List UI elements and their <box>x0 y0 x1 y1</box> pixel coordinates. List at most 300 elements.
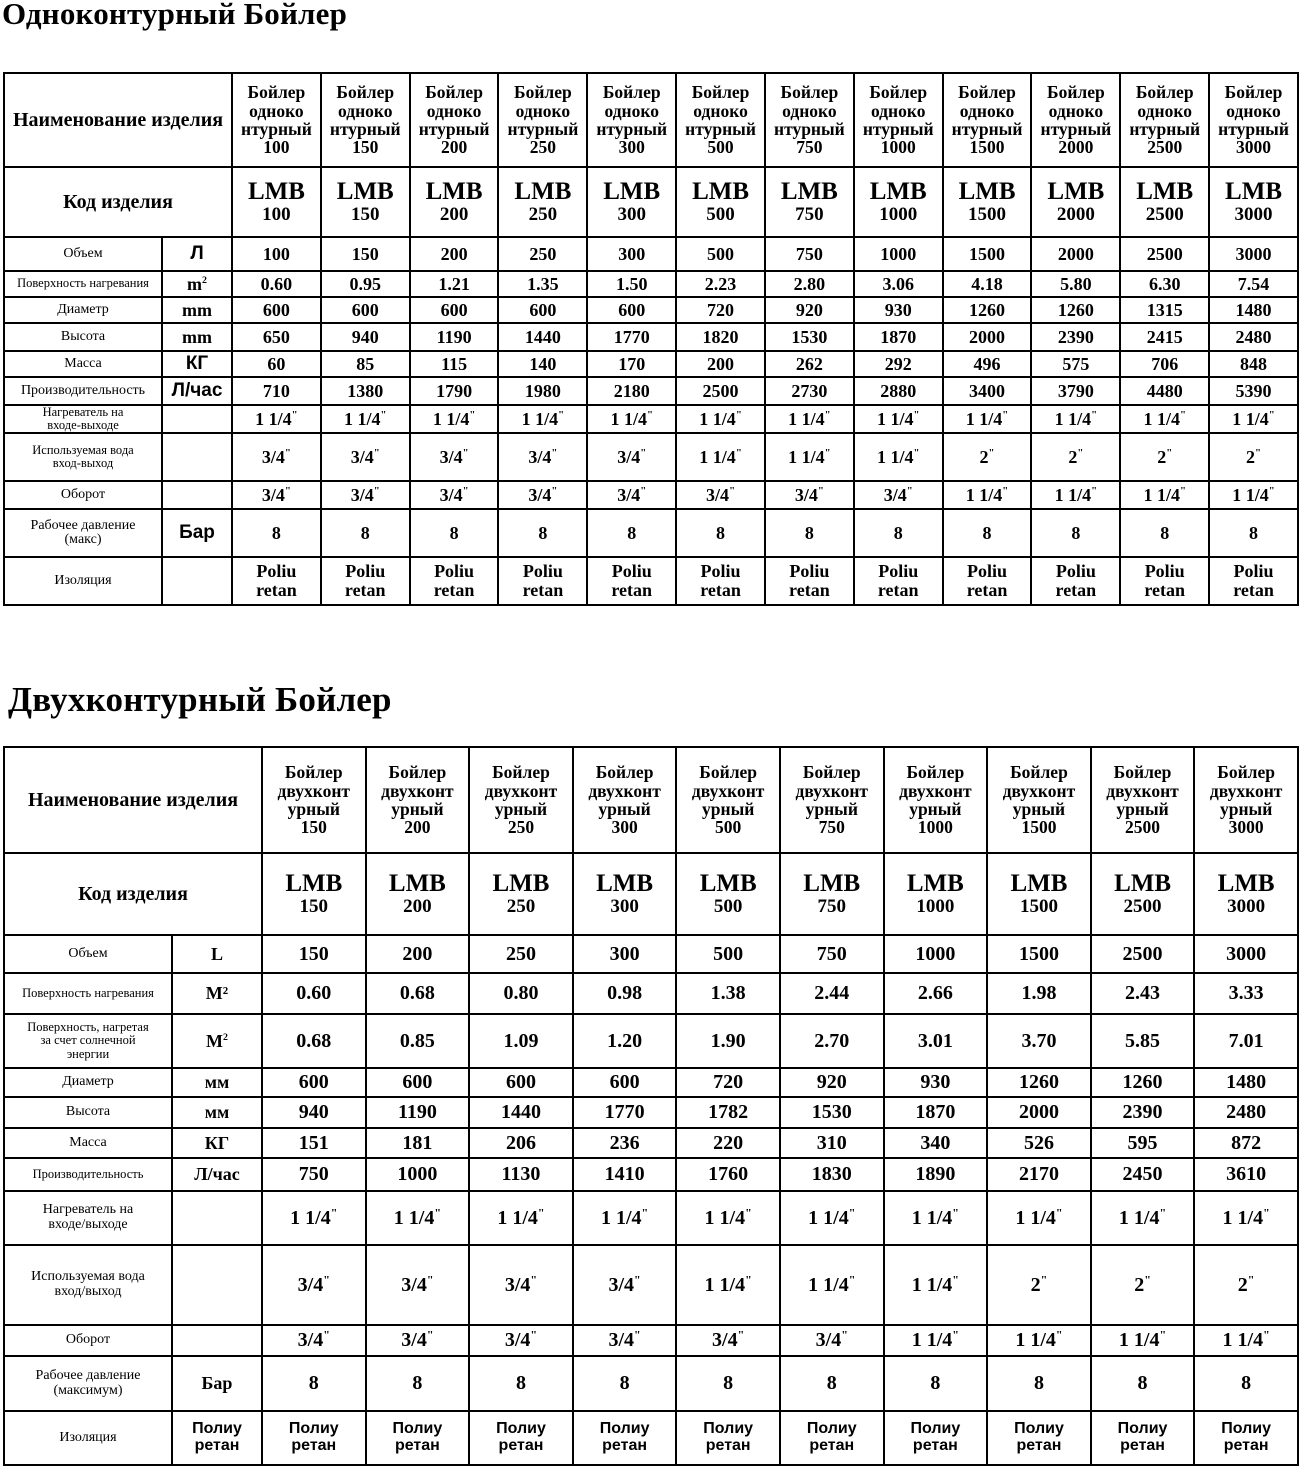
value-text: 3/4 <box>883 484 907 505</box>
model-name-line: 150 <box>352 137 379 158</box>
value-text: 0.68 <box>296 1029 332 1052</box>
value-text: 500 <box>707 243 735 264</box>
value-text: 1 1/4 <box>911 1273 953 1296</box>
unit-superscript: 2 <box>223 1031 228 1043</box>
value-cell <box>573 1014 677 1068</box>
value-text: 600 <box>529 299 557 320</box>
unit-text: КГ <box>204 1132 230 1153</box>
parameter-label-line: вход/выход <box>54 1284 122 1299</box>
parameter-label-line: Масса <box>64 355 102 371</box>
value-text: 310 <box>816 1131 847 1154</box>
value-text: 0.60 <box>260 273 293 294</box>
unit-cell <box>172 1014 262 1068</box>
value-cell <box>1031 297 1120 323</box>
value-text: 3/4 <box>261 446 285 467</box>
value-text: Poliu <box>878 561 919 582</box>
value-cell <box>943 509 1032 557</box>
value-cell <box>676 377 765 405</box>
model-code-number: 300 <box>610 896 639 918</box>
model-code-number: 2500 <box>1123 896 1162 918</box>
model-code-number: 2000 <box>1056 204 1095 226</box>
value-text: 1.98 <box>1021 982 1057 1004</box>
value-cell <box>884 973 988 1014</box>
value-cell <box>498 323 587 351</box>
unit-cell <box>172 1068 262 1097</box>
value-text: 8 <box>308 1372 319 1394</box>
value-text: 600 <box>298 1071 329 1093</box>
value-text: 1.38 <box>710 982 746 1004</box>
value-text: 1 1/4 <box>290 1206 331 1229</box>
value-text: 526 <box>1023 1131 1054 1154</box>
parameter-label-line: Масса <box>69 1134 107 1150</box>
model-code-number: 3000 <box>1234 204 1273 226</box>
parameter-label-line: Высота <box>65 1104 111 1120</box>
value-text: 1440 <box>500 1101 541 1123</box>
value-text: 8 <box>515 1372 526 1394</box>
parameter-label-line: (макс) <box>64 532 102 548</box>
value-cell <box>1209 297 1298 323</box>
value-text: 1 1/4 <box>704 1273 746 1296</box>
inch-mark: " <box>469 408 476 421</box>
value-text: 3/4 <box>439 446 463 467</box>
value-cell <box>366 935 470 973</box>
value-text: retan <box>789 580 830 601</box>
value-cell <box>854 323 943 351</box>
value-cell <box>262 1191 366 1245</box>
value-cell <box>1091 1097 1195 1128</box>
value-text: 1 1/4 <box>876 408 914 429</box>
model-name-line: урный <box>702 799 755 819</box>
value-cell <box>943 351 1032 377</box>
inch-mark: " <box>1159 1327 1167 1342</box>
value-cell <box>573 1411 677 1465</box>
model-name-cell <box>676 73 765 167</box>
value-cell <box>676 509 765 557</box>
model-code-cell <box>573 853 677 935</box>
value-text: 1130 <box>501 1163 541 1185</box>
unit-cell <box>172 1191 262 1245</box>
value-cell <box>587 351 676 377</box>
model-name-line: Бойлер <box>1224 82 1283 103</box>
value-cell <box>321 297 410 323</box>
inch-mark: " <box>1247 1271 1255 1286</box>
unit-text: Бар <box>179 522 215 544</box>
value-text: 2.43 <box>1125 982 1161 1004</box>
inch-mark: " <box>1055 1204 1063 1219</box>
value-text: 750 <box>795 243 823 264</box>
parameter-label <box>4 1068 172 1097</box>
model-name-line: 300 <box>611 817 638 838</box>
parameter-label <box>4 237 162 271</box>
value-cell <box>676 1325 780 1356</box>
value-text: 650 <box>262 326 290 347</box>
spec-row <box>4 1014 1298 1068</box>
code-label: Код изделия <box>4 167 232 237</box>
value-text: 2500 <box>702 380 739 401</box>
model-name-cell <box>1209 73 1298 167</box>
value-text: 930 <box>920 1071 951 1093</box>
value-text: 5.85 <box>1125 1029 1161 1052</box>
value-text: 200 <box>707 353 735 374</box>
value-text: Полиу <box>599 1420 650 1438</box>
spec-row <box>4 1128 1298 1158</box>
value-cell <box>1209 509 1298 557</box>
value-cell <box>1091 1014 1195 1068</box>
model-name-line: нтурный <box>329 119 401 139</box>
value-cell <box>232 557 321 605</box>
value-text: 8 <box>449 522 459 543</box>
inch-mark: " <box>634 1271 641 1286</box>
value-text: 170 <box>618 353 646 374</box>
inch-mark: " <box>1159 1204 1167 1219</box>
inch-mark: " <box>817 484 824 497</box>
value-text: 3/4 <box>261 484 285 505</box>
value-text: 0.80 <box>503 982 539 1004</box>
value-cell <box>676 297 765 323</box>
value-text: 4480 <box>1146 380 1183 401</box>
value-cell <box>232 433 321 481</box>
value-cell <box>232 271 321 297</box>
model-code: LMB <box>699 869 757 897</box>
single-boiler-title: Одноконтурный Бойлер <box>2 0 348 31</box>
value-cell <box>780 1014 884 1068</box>
model-name-line: урный <box>1012 799 1066 819</box>
value-text: 1260 <box>1122 1071 1163 1093</box>
model-code-cell <box>884 853 988 935</box>
value-text: ретан <box>291 1437 337 1454</box>
header-row <box>4 73 1298 167</box>
value-text: 1 1/4 <box>808 1273 849 1296</box>
value-text: 1 1/4 <box>1232 408 1269 429</box>
inch-mark: " <box>551 484 558 497</box>
value-text: retan <box>611 580 653 601</box>
model-code-cell <box>676 167 765 237</box>
model-code-cell <box>854 167 943 237</box>
model-name-line: нтурный <box>862 119 934 139</box>
value-text: 1770 <box>604 1101 645 1123</box>
model-name-line: одноко <box>337 100 393 121</box>
value-text: 2450 <box>1122 1163 1163 1185</box>
inch-mark: " <box>906 484 913 497</box>
value-text: 7.54 <box>1237 273 1270 294</box>
parameter-label-line: Производительность <box>20 382 146 398</box>
model-name-line: 200 <box>404 817 431 838</box>
value-cell <box>1120 351 1209 377</box>
unit-text: M² <box>205 983 229 1004</box>
value-text: 1 1/4 <box>1015 1206 1056 1229</box>
inch-mark: " <box>952 1204 959 1219</box>
value-cell <box>587 297 676 323</box>
value-cell <box>884 935 988 973</box>
value-cell <box>498 509 587 557</box>
value-text: ретан <box>912 1437 958 1454</box>
inch-mark: " <box>373 446 380 459</box>
value-text: 1 1/4 <box>1222 1329 1264 1351</box>
spec-row <box>4 481 1298 509</box>
value-text: Poliu <box>256 561 297 582</box>
value-text: 1260 <box>969 299 1006 320</box>
value-cell <box>498 377 587 405</box>
model-name-line: урный <box>1116 799 1169 819</box>
parameter-label <box>4 323 162 351</box>
value-cell <box>676 1191 780 1245</box>
value-text: 1890 <box>915 1163 956 1185</box>
value-text: 8 <box>804 522 814 543</box>
value-text: 8 <box>271 522 281 543</box>
model-name-cell <box>498 73 587 167</box>
value-cell <box>573 1325 677 1356</box>
value-text: 872 <box>1231 1131 1262 1154</box>
value-cell <box>321 557 410 605</box>
model-code-cell <box>765 167 854 237</box>
value-text: 1 1/4 <box>788 408 825 429</box>
value-text: 1 1/4 <box>393 1206 435 1229</box>
value-cell <box>884 1356 988 1411</box>
spec-row <box>4 1097 1298 1128</box>
model-name-line: одноко <box>782 100 837 121</box>
value-text: retan <box>1055 580 1097 601</box>
inch-mark: " <box>1091 484 1098 497</box>
parameter-label-line: вход-выход <box>52 456 114 471</box>
value-cell <box>676 1014 780 1068</box>
value-text: 2500 <box>1146 243 1183 264</box>
value-cell <box>987 1128 1091 1158</box>
spec-row <box>4 323 1298 351</box>
parameter-label-line: Объем <box>63 245 103 261</box>
value-text: 600 <box>262 299 290 320</box>
model-name-line: 1000 <box>880 137 916 158</box>
unit-text: Л <box>190 243 204 265</box>
model-code-number: 200 <box>403 896 432 918</box>
value-text: 8 <box>1249 522 1259 543</box>
value-cell <box>987 1245 1091 1325</box>
inch-mark: " <box>735 446 742 459</box>
unit-cell <box>162 323 232 351</box>
unit-text: mm <box>182 299 212 320</box>
parameter-label <box>4 557 162 605</box>
code-row <box>4 167 1298 237</box>
value-text: 2180 <box>613 380 650 401</box>
value-cell <box>676 1128 780 1158</box>
value-cell <box>1031 237 1120 271</box>
value-text: 1 1/4 <box>1054 408 1092 429</box>
value-cell <box>587 237 676 271</box>
value-text: 2480 <box>1235 326 1272 347</box>
value-cell <box>232 351 321 377</box>
value-text: 8 <box>826 1372 837 1394</box>
value-text: 1 1/4 <box>808 1206 849 1229</box>
model-code: LMB <box>958 177 1016 205</box>
value-text: 1190 <box>436 326 472 347</box>
parameter-label <box>4 1097 172 1128</box>
value-cell <box>498 271 587 297</box>
value-text: 720 <box>713 1071 744 1093</box>
value-cell <box>765 405 854 433</box>
value-text: 1.35 <box>527 273 559 294</box>
model-name-line: нтурный <box>1218 119 1289 139</box>
value-text: 0.98 <box>607 982 643 1004</box>
inch-mark: " <box>1091 408 1098 421</box>
value-text: 2 <box>1134 1273 1145 1296</box>
single-boiler-table <box>3 72 1299 606</box>
unit-cell <box>162 509 232 557</box>
value-text: Полиу <box>1221 1420 1272 1438</box>
value-cell <box>780 1158 884 1191</box>
value-text: 8 <box>716 522 726 543</box>
value-cell <box>780 1097 884 1128</box>
unit-cell <box>162 481 232 509</box>
value-cell <box>943 323 1032 351</box>
model-name-line: нтурный <box>418 119 490 139</box>
value-text: 1380 <box>347 380 384 401</box>
value-cell <box>676 405 765 433</box>
value-cell <box>1209 323 1298 351</box>
parameter-label <box>4 297 162 323</box>
value-text: 1500 <box>969 243 1006 264</box>
inch-mark: " <box>1166 446 1173 459</box>
code-label: Код изделия <box>4 853 262 935</box>
value-cell <box>765 509 854 557</box>
value-cell <box>676 557 765 605</box>
parameter-label-line: Высота <box>60 328 106 344</box>
inch-mark: " <box>537 1204 545 1219</box>
inch-mark: " <box>841 1327 848 1342</box>
value-text: 2.23 <box>704 273 737 294</box>
value-cell <box>366 1128 470 1158</box>
value-text: 3/4 <box>617 484 641 505</box>
value-cell <box>573 1245 677 1325</box>
value-cell <box>573 935 677 973</box>
value-cell <box>573 1128 677 1158</box>
value-cell <box>1091 1325 1195 1356</box>
value-cell <box>1209 237 1298 271</box>
value-cell <box>469 1128 573 1158</box>
value-text: 0.68 <box>399 982 435 1004</box>
value-cell <box>410 433 499 481</box>
parameter-label-line: Диаметр <box>57 301 109 317</box>
inch-mark: " <box>1263 1204 1270 1219</box>
value-text: 3/4 <box>706 484 730 505</box>
model-name-line: 750 <box>796 137 823 158</box>
value-text: 2 <box>1157 446 1167 467</box>
value-text: 930 <box>884 299 912 320</box>
value-text: Poliu <box>345 561 386 582</box>
value-text: 1.50 <box>615 273 648 294</box>
value-cell <box>366 1325 470 1356</box>
value-cell <box>410 405 499 433</box>
value-cell <box>469 1245 573 1325</box>
value-cell <box>765 271 854 297</box>
value-text: 140 <box>529 353 557 374</box>
model-name-cell <box>1031 73 1120 167</box>
value-cell <box>780 1191 884 1245</box>
inch-mark: " <box>952 1327 959 1342</box>
value-text: 3/4 <box>504 1273 531 1296</box>
value-text: 1790 <box>436 380 473 401</box>
model-name-line: двухконт <box>1209 780 1283 801</box>
value-text: 1 1/4 <box>1118 1329 1160 1351</box>
value-cell <box>765 433 854 481</box>
value-text: 8 <box>619 1372 630 1394</box>
value-cell <box>1031 351 1120 377</box>
value-cell <box>1209 433 1298 481</box>
value-text: retan <box>433 580 475 601</box>
parameter-label-line: Используемая вода <box>31 1269 145 1285</box>
value-cell <box>262 1014 366 1068</box>
value-text: 100 <box>262 243 290 264</box>
model-code: LMB <box>780 177 838 205</box>
value-text: Полиу <box>288 1420 339 1438</box>
model-name-line: нтурный <box>685 119 756 139</box>
model-code-number: 1000 <box>916 896 955 918</box>
value-cell <box>366 1245 470 1325</box>
value-cell <box>410 509 499 557</box>
value-text: 1480 <box>1235 299 1272 320</box>
value-text: 300 <box>618 243 646 264</box>
parameter-label <box>4 405 162 433</box>
value-cell <box>765 481 854 509</box>
model-name-line: 2000 <box>1058 137 1094 158</box>
value-cell <box>765 237 854 271</box>
model-name-cell <box>410 73 499 167</box>
value-cell <box>262 935 366 973</box>
value-cell <box>1120 237 1209 271</box>
value-cell <box>410 297 499 323</box>
model-code-number: 150 <box>299 896 329 918</box>
inch-mark: " <box>530 1327 538 1342</box>
unit-text: Полиу <box>192 1420 242 1438</box>
value-text: 115 <box>441 353 468 374</box>
value-cell <box>321 351 410 377</box>
inch-mark: " <box>737 1327 745 1342</box>
value-cell <box>854 405 943 433</box>
parameter-label <box>4 509 162 557</box>
unit-text: КГ <box>185 353 209 375</box>
value-text: 750 <box>298 1163 329 1185</box>
model-name-line: 500 <box>707 137 734 158</box>
name-label: Наименование изделия <box>4 73 232 167</box>
value-cell <box>987 1325 1091 1356</box>
value-cell <box>1194 1068 1298 1097</box>
unit-cell <box>172 1356 262 1411</box>
value-text: 220 <box>713 1131 744 1154</box>
model-name-line: двухконт <box>484 780 558 801</box>
inch-mark: " <box>913 446 920 459</box>
model-name-cell <box>884 747 988 853</box>
value-text: 1 1/4 <box>876 446 914 467</box>
value-cell <box>765 351 854 377</box>
value-text: 1 1/4 <box>699 408 736 429</box>
model-name-line: Бойлер <box>388 762 447 783</box>
value-text: 2390 <box>1057 326 1094 347</box>
value-cell <box>1031 271 1120 297</box>
parameter-label <box>4 1191 172 1245</box>
value-text: 1260 <box>1057 299 1094 320</box>
spec-row <box>4 1411 1298 1465</box>
value-text: Полиу <box>1014 1420 1064 1438</box>
value-text: ретан <box>602 1437 647 1454</box>
value-cell <box>587 557 676 605</box>
model-name-cell <box>676 747 780 853</box>
value-cell <box>676 1356 780 1411</box>
model-code: LMB <box>1114 869 1172 897</box>
model-name-line: двухконт <box>588 780 661 801</box>
value-cell <box>1091 1068 1195 1097</box>
value-cell <box>676 1097 780 1128</box>
parameter-label-line: Рабочее давление <box>30 517 136 533</box>
value-text: retan <box>1144 580 1186 601</box>
value-text: 3/4 <box>815 1329 842 1351</box>
